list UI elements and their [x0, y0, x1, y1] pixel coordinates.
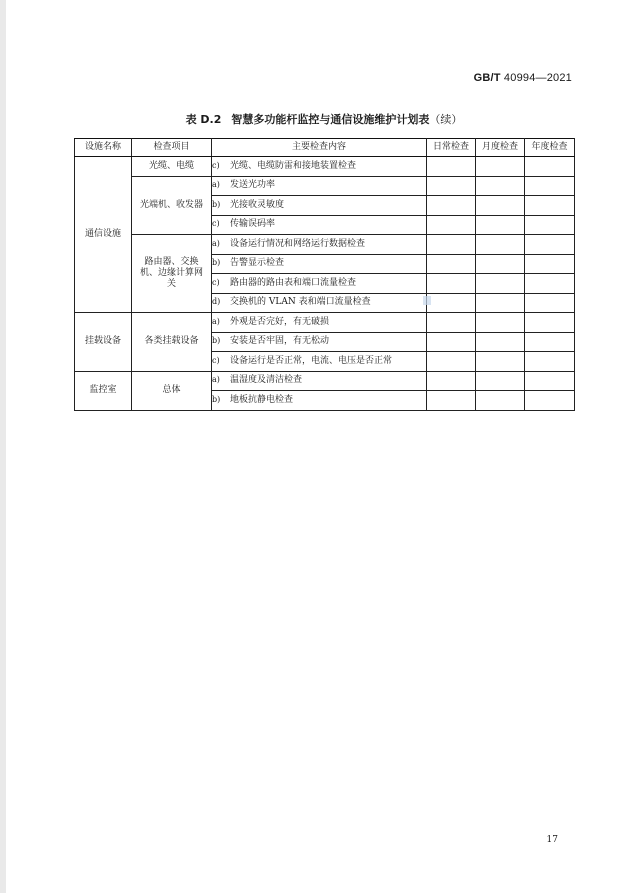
- item-cell: 各类挂载设备: [132, 313, 212, 372]
- daily-check-cell: [427, 235, 476, 255]
- item-cell: 路由器、交换机、边缘计算网关: [132, 235, 212, 313]
- content-text: 外观是否完好，有无破损: [230, 316, 330, 327]
- item-marker: c): [212, 355, 220, 365]
- content-text: 光接收灵敏度: [230, 199, 285, 210]
- column-header-daily: 日常检查: [427, 139, 476, 157]
- page-number: 17: [546, 835, 558, 845]
- item-cell: 光缆、电缆: [132, 157, 212, 177]
- table-row: [75, 313, 575, 333]
- table-row: [75, 176, 575, 196]
- content-cell: [212, 157, 427, 177]
- yearly-check-cell: [525, 293, 575, 313]
- table-row: [75, 371, 575, 391]
- item-marker: a): [212, 375, 220, 385]
- monthly-check-cell: [476, 313, 525, 333]
- daily-check-cell: [427, 157, 476, 177]
- content-text: 传输误码率: [230, 219, 276, 230]
- daily-check-cell: [427, 293, 476, 313]
- facility-cell: 挂载设备: [75, 313, 132, 372]
- monthly-check-cell: [476, 352, 525, 372]
- item-marker: a): [212, 316, 220, 326]
- content-cell: [212, 235, 427, 255]
- daily-check-cell: [427, 371, 476, 391]
- yearly-check-cell: [525, 313, 575, 333]
- facility-cell: 监控室: [75, 371, 132, 410]
- content-cell: [212, 254, 427, 274]
- item-marker: b): [212, 258, 221, 268]
- table-row: [75, 157, 575, 177]
- maintenance-plan-table: [74, 138, 575, 411]
- monthly-check-cell: [476, 254, 525, 274]
- table-number: 表 D.2: [185, 113, 222, 126]
- content-text: 发送光功率: [230, 180, 276, 191]
- content-cell: [212, 391, 427, 411]
- monthly-check-cell: [476, 391, 525, 411]
- item-marker: a): [212, 238, 220, 248]
- content-cell: [212, 293, 427, 313]
- item-marker: b): [212, 199, 221, 209]
- table-header-row: [75, 139, 575, 157]
- content-cell: [212, 332, 427, 352]
- yearly-check-cell: [525, 235, 575, 255]
- yearly-check-cell: [525, 371, 575, 391]
- yearly-check-cell: [525, 391, 575, 411]
- daily-check-cell: [427, 313, 476, 333]
- monthly-check-cell: [476, 176, 525, 196]
- item-marker: d): [212, 297, 221, 307]
- table-title-text: 智慧多功能杆监控与通信设施维护计划表: [231, 113, 430, 126]
- table-title: [74, 111, 574, 127]
- daily-check-cell: [427, 352, 476, 372]
- table-continued-label: （续）: [429, 113, 463, 126]
- content-cell: [212, 313, 427, 333]
- yearly-check-cell: [525, 352, 575, 372]
- item-marker: c): [212, 160, 220, 170]
- content-text: 交换机的 VLAN 表和端口流量检查: [230, 297, 371, 308]
- column-header-yearly: 年度检查: [525, 139, 575, 157]
- content-cell: [212, 274, 427, 294]
- scan-artifact-mark: [423, 296, 431, 305]
- yearly-check-cell: [525, 274, 575, 294]
- content-text: 路由器的路由表和端口流量检查: [230, 277, 357, 288]
- column-header-content: 主要检查内容: [212, 139, 427, 157]
- yearly-check-cell: [525, 332, 575, 352]
- item-cell: 光端机、收发器: [132, 176, 212, 235]
- daily-check-cell: [427, 391, 476, 411]
- content-cell: [212, 371, 427, 391]
- yearly-check-cell: [525, 196, 575, 216]
- daily-check-cell: [427, 332, 476, 352]
- yearly-check-cell: [525, 157, 575, 177]
- content-cell: [212, 352, 427, 372]
- item-marker: a): [212, 180, 220, 190]
- yearly-check-cell: [525, 215, 575, 235]
- content-text: 温湿度及清洁检查: [230, 375, 303, 386]
- daily-check-cell: [427, 176, 476, 196]
- item-marker: c): [212, 277, 220, 287]
- standard-code: GB/T 40994—2021: [473, 72, 572, 84]
- monthly-check-cell: [476, 371, 525, 391]
- yearly-check-cell: [525, 176, 575, 196]
- monthly-check-cell: [476, 196, 525, 216]
- item-marker: c): [212, 219, 220, 229]
- facility-cell: 通信设施: [75, 157, 132, 313]
- content-text: 设备运行情况和网络运行数据检查: [230, 238, 366, 249]
- daily-check-cell: [427, 274, 476, 294]
- column-header-facility: 设施名称: [75, 139, 132, 157]
- item-marker: b): [212, 394, 221, 404]
- item-cell: 总体: [132, 371, 212, 410]
- monthly-check-cell: [476, 157, 525, 177]
- content-text: 设备运行是否正常，电流、电压是否正常: [230, 355, 393, 366]
- page-left-edge: [0, 0, 6, 893]
- content-text: 告警显示检查: [230, 258, 285, 269]
- content-cell: [212, 196, 427, 216]
- monthly-check-cell: [476, 332, 525, 352]
- yearly-check-cell: [525, 254, 575, 274]
- monthly-check-cell: [476, 274, 525, 294]
- content-text: 光缆、电缆防雷和接地装置检查: [230, 160, 357, 171]
- daily-check-cell: [427, 254, 476, 274]
- content-text: 安装是否牢固，有无松动: [230, 336, 330, 347]
- daily-check-cell: [427, 196, 476, 216]
- monthly-check-cell: [476, 293, 525, 313]
- monthly-check-cell: [476, 235, 525, 255]
- column-header-monthly: 月度检查: [476, 139, 525, 157]
- monthly-check-cell: [476, 215, 525, 235]
- column-header-item: 检查项目: [132, 139, 212, 157]
- item-marker: b): [212, 336, 221, 346]
- content-cell: [212, 176, 427, 196]
- table-row: [75, 235, 575, 255]
- content-text: 地板抗静电检查: [230, 394, 294, 405]
- daily-check-cell: [427, 215, 476, 235]
- content-cell: [212, 215, 427, 235]
